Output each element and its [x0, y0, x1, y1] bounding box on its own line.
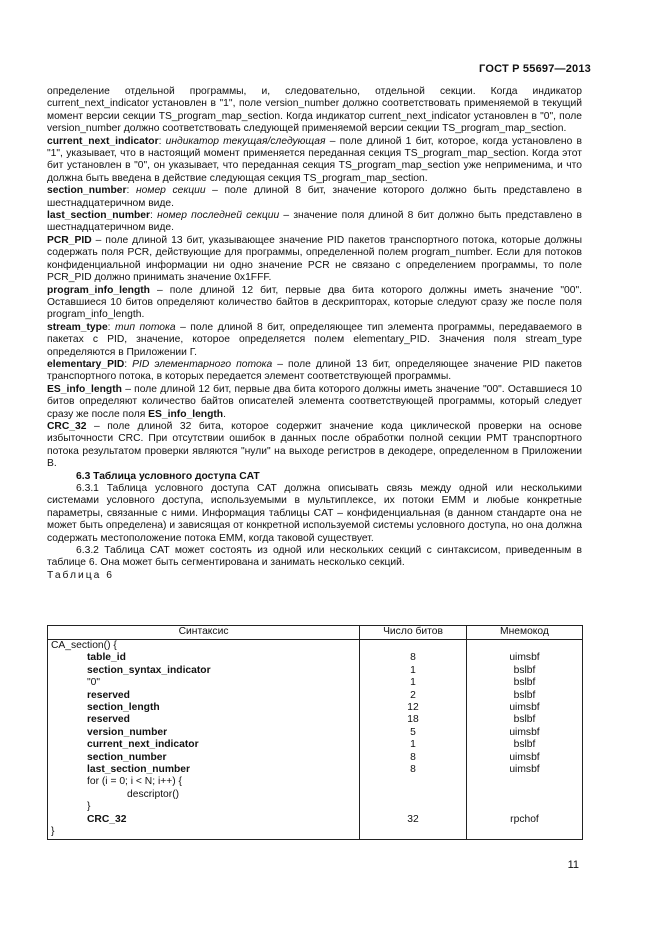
paragraph-6-3-1: 6.3.1 Таблица условного доступа CAT должна описывать связь между одной или несколькими системами условного доступа, используемыми в мультиплексе, их потоки EMM и любые конкретные параметры, связанные с ними. Информация таблицы CAT – конфиденциальная (в данном стандарте она не может быть определена) и зависящая от конкретной используемой системы условного доступа, но она должна содержать местоположение потока EMM, когда таковой существует.	[47, 483, 582, 544]
cell-mnemonic: bslbf	[466, 739, 582, 751]
term-es-info-length: ES_info_length	[47, 383, 122, 395]
term-definition: – поле длиной 13 бит, определяющее значение PID пакетов транспортного потока, в которых передается элемент соответствующей программы.	[47, 358, 582, 383]
term-description: индикатор текущая/следующая	[165, 135, 326, 147]
table-row	[48, 727, 583, 739]
table-row	[48, 739, 583, 751]
table-row	[48, 640, 583, 653]
cell-syntax: CA_section() {	[48, 640, 360, 653]
paragraph-stream-type	[47, 322, 582, 359]
term-current-next-indicator: current_next_indicator	[47, 135, 159, 147]
term-description: тип потока	[115, 321, 176, 333]
term-separator: :	[150, 210, 158, 222]
cell-syntax: reserved	[48, 714, 360, 726]
table-row	[48, 677, 583, 689]
cell-bits: 12	[360, 702, 467, 714]
paragraph-last-section-number	[47, 210, 582, 235]
cell-mnemonic: rpchof	[466, 814, 582, 826]
cell-bits	[360, 789, 467, 801]
cell-syntax: last_section_number	[48, 764, 360, 776]
section-heading-6-3: 6.3 Таблица условного доступа CAT	[76, 470, 260, 482]
term-program-info-length: program_info_length	[47, 284, 150, 296]
term-definition: – поле длиной 12 бит, первые два бита которого должны иметь значение "00". Оставшиеся 10 битов определяют количество байтов в дескрипторах, которые следуют сразу же после поля program_info_length.	[47, 284, 582, 321]
cell-bits	[360, 640, 467, 653]
cell-syntax: section_length	[48, 702, 360, 714]
term-last-section-number: last_section_number	[47, 210, 151, 222]
cell-mnemonic: uimsbf	[466, 702, 582, 714]
cell-syntax: version_number	[48, 727, 360, 739]
paragraph-section-number	[47, 185, 582, 210]
paragraph-elementary-pid	[47, 359, 582, 384]
header-mnemonic: Мнемокод	[466, 626, 582, 640]
cell-syntax: table_id	[48, 652, 360, 664]
term-definition: – поле длиной 8 бит, определяющее тип элемента программы, передаваемого в пакетах с PID, значение, которое определяется полем elementary_PID. Значения поля stream_type определяются в Приложении Г.	[47, 321, 582, 358]
cell-mnemonic: bslbf	[466, 677, 582, 689]
table-header-row	[48, 626, 583, 640]
cell-mnemonic	[466, 789, 582, 801]
cell-mnemonic: bslbf	[466, 714, 582, 726]
cell-mnemonic: uimsbf	[466, 752, 582, 764]
table-row	[48, 826, 583, 839]
paragraph-program-info-length	[47, 285, 582, 322]
cell-bits: 1	[360, 739, 467, 751]
cell-bits: 18	[360, 714, 467, 726]
paragraph-version-number-cont: определение отдельной программы, и, следовательно, отдельной секции. Когда индикатор current_next_indicator установлен в "1", поле version_number должно соответствовать применяемой в текущий момент версии секции TS_program_map_section. Когда индикатор current_next_indicator установлен в "0", поле version_number должно соответствовать следующей применяемой версии секции TS_program_map_section.	[47, 86, 582, 135]
term-description: номер секции	[136, 185, 206, 197]
paragraph-pcr-pid	[47, 235, 582, 285]
cell-mnemonic	[466, 776, 582, 788]
header-syntax: Синтаксис	[48, 626, 360, 640]
table-row	[48, 714, 583, 726]
term-description: номер последней секции	[157, 210, 280, 222]
cell-syntax: }	[48, 826, 360, 839]
table-body	[48, 640, 583, 840]
cell-bits: 32	[360, 814, 467, 826]
cell-syntax: CRC_32	[48, 814, 360, 826]
term-definition: – значение поля длиной 8 бит должно быть представлено в шестнадцатеричном виде.	[47, 210, 582, 234]
cell-bits: 1	[360, 677, 467, 689]
cell-mnemonic: bslbf	[466, 665, 582, 677]
term-separator: :	[126, 185, 136, 197]
cell-mnemonic: uimsbf	[466, 764, 582, 776]
table-row	[48, 652, 583, 664]
table-row	[48, 752, 583, 764]
term-stream-type: stream_type	[47, 321, 108, 333]
cell-mnemonic	[466, 826, 582, 839]
cell-bits: 1	[360, 665, 467, 677]
cell-bits: 8	[360, 764, 467, 776]
term-pcr-pid: PCR_PID	[47, 234, 92, 246]
paragraph-crc-32	[47, 421, 582, 471]
term-definition: – поле длиной 13 бит, указывающее значение PID пакетов транспортного потока, которые должны содержать поля PCR, действующие для программы, определенной полем program_number. Если для потоков конфиденциальной информации ни одно значение PCR не связано с определением программы, то поле PCR_PID должно принимать значение 0x1FFF.	[47, 234, 582, 284]
term-definition: – поле длиной 12 бит, первые два бита которого должны иметь значение "00". Оставшиеся 10 битов определяют количество байтов описателей элемента соответствующей программы, который следует сразу же после поля	[47, 383, 582, 420]
term-es-info-length-ref: ES_info_length	[148, 408, 224, 420]
table-row	[48, 789, 583, 801]
cell-syntax: current_next_indicator	[48, 739, 360, 751]
body-text	[47, 86, 582, 582]
table-row	[48, 665, 583, 677]
cell-syntax: reserved	[48, 690, 360, 702]
term-separator: :	[124, 358, 133, 370]
term-separator: :	[107, 321, 116, 333]
cell-bits	[360, 801, 467, 813]
table-row	[48, 776, 583, 788]
term-end: .	[223, 408, 226, 420]
cell-bits: 8	[360, 652, 467, 664]
table-row	[48, 814, 583, 826]
header-bits: Число битов	[360, 626, 467, 640]
term-definition: – поле длиной 32 бита, которое содержит значение кода циклической проверки на основе избыточности CRC. При отсутствии ошибок в данных после обработки полной секции PMT транспортного потока результатом проверки являются "нули" на выходе регистров в декодере, определенном в Приложении В.	[47, 420, 582, 470]
table-row	[48, 764, 583, 776]
cell-mnemonic: uimsbf	[466, 727, 582, 739]
cell-syntax: for (i = 0; i < N; i++) {	[48, 776, 360, 788]
term-separator: :	[158, 135, 166, 147]
cell-bits	[360, 826, 467, 839]
ca-section-syntax-table	[47, 625, 583, 840]
table-row	[48, 702, 583, 714]
page-number: 11	[567, 859, 579, 871]
term-description: PID элементарного потока	[132, 358, 273, 370]
cell-syntax: }	[48, 801, 360, 813]
cell-syntax: "0"	[48, 677, 360, 689]
cell-bits	[360, 776, 467, 788]
cell-mnemonic: uimsbf	[466, 652, 582, 664]
cell-syntax: section_number	[48, 752, 360, 764]
paragraph-es-info-length	[47, 384, 582, 421]
term-crc-32: CRC_32	[47, 420, 87, 432]
table-row	[48, 690, 583, 702]
cell-mnemonic	[466, 801, 582, 813]
cell-mnemonic	[466, 640, 582, 653]
cell-bits: 5	[360, 727, 467, 739]
cell-mnemonic: bslbf	[466, 690, 582, 702]
cell-syntax: descriptor()	[48, 789, 360, 801]
paragraph-6-3-2: 6.3.2 Таблица CAT может состоять из одной или нескольких секций с синтаксисом, приведенным в таблице 6. Она может быть сегментирована и занимать несколько секций.	[47, 545, 582, 569]
paragraph-current-next-indicator	[47, 136, 582, 186]
cell-bits: 8	[360, 752, 467, 764]
cell-syntax: section_syntax_indicator	[48, 665, 360, 677]
term-definition: – поле длиной 1 бит, которое, когда установлено в "1", указывает, что в настоящий момент применяется переданная секция TS_program_map_section. Когда этот бит установлен в "0", он указывает, что переданная секция TS_program_map_section уже неприменима, и что должна быть введена в действие следующая секция TS_program_map_section.	[47, 135, 582, 184]
table-row	[48, 801, 583, 813]
cell-bits: 2	[360, 690, 467, 702]
page-header-standard-number: ГОСТ Р 55697—2013	[479, 63, 591, 75]
table-caption: Таблица 6	[47, 569, 114, 581]
term-elementary-pid: elementary_PID	[47, 358, 125, 370]
term-definition: – поле длиной 8 бит, значение которого должно быть представлено в шестнадцатеричном виде.	[47, 185, 582, 209]
term-section-number: section_number	[47, 185, 127, 197]
